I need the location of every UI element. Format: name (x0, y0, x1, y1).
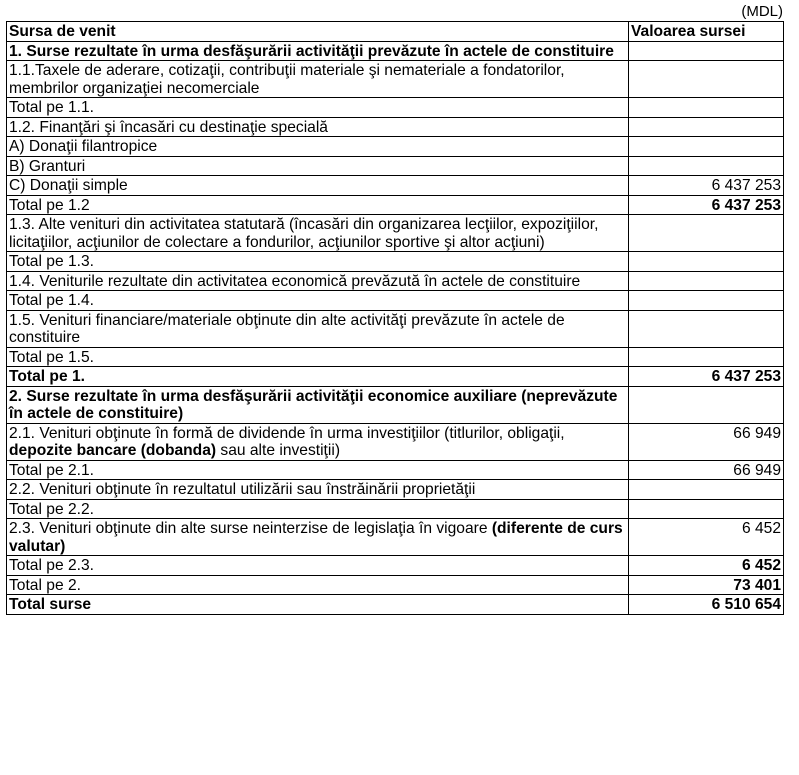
row-label: 1.2. Finanţări şi încasări cu destinaţie specială (7, 117, 629, 137)
row-label: Total pe 1.1. (7, 98, 629, 118)
row-value (629, 61, 784, 98)
table-row (7, 215, 784, 252)
row-value (629, 137, 784, 157)
table-row (7, 98, 784, 118)
row-value (629, 271, 784, 291)
currency-unit-label: (MDL) (741, 3, 783, 20)
row-label: B) Granturi (7, 156, 629, 176)
row-label-part: sau alte investiţii) (216, 442, 341, 459)
row-value (629, 215, 784, 252)
table-row (7, 271, 784, 291)
row-value (629, 252, 784, 272)
row-label: 1.1.Taxele de aderare, cotizaţii, contribuţii materiale şi nemateriale a fondatorilor, membrilor organizaţiei necomerciale (7, 61, 629, 98)
row-label (7, 519, 629, 556)
row-label-part-bold: (diferente de curs valutar) (9, 520, 623, 555)
row-value: 73 401 (629, 575, 784, 595)
row-label: Total pe 1.3. (7, 252, 629, 272)
header-source: Sursa de venit (7, 22, 629, 42)
row-label: 1.5. Venituri financiare/materiale obţinute din alte activităţi prevăzute în actele de constituire (7, 310, 629, 347)
table-row (7, 41, 784, 61)
row-label: Total pe 1.5. (7, 347, 629, 367)
row-label: Total pe 2.3. (7, 556, 629, 576)
table-row (7, 575, 784, 595)
table-row (7, 252, 784, 272)
row-value: 66 949 (629, 423, 784, 460)
table-row (7, 499, 784, 519)
table-row (7, 117, 784, 137)
table-row (7, 519, 784, 556)
row-label: Total surse (7, 595, 629, 615)
row-label: Total pe 1.4. (7, 291, 629, 311)
table-row (7, 556, 784, 576)
table-row (7, 310, 784, 347)
row-label: Total pe 2.2. (7, 499, 629, 519)
row-value (629, 291, 784, 311)
table-row (7, 423, 784, 460)
row-value (629, 156, 784, 176)
row-label: 2.2. Venituri obţinute în rezultatul utilizării sau înstrăinării proprietăţii (7, 480, 629, 500)
row-value: 6 437 253 (629, 195, 784, 215)
table-row (7, 137, 784, 157)
table-row (7, 61, 784, 98)
table-row (7, 367, 784, 387)
row-label: Total pe 2.1. (7, 460, 629, 480)
row-value: 6 452 (629, 519, 784, 556)
row-label-part-bold: depozite bancare (dobanda) (9, 442, 217, 459)
row-value (629, 386, 784, 423)
row-label-part: 2.3. Venituri obţinute din alte surse neinterzise de legislaţia în vigoare (9, 520, 492, 537)
row-label: C) Donaţii simple (7, 176, 629, 196)
row-value (629, 310, 784, 347)
row-value (629, 117, 784, 137)
row-value (629, 98, 784, 118)
row-value: 6 437 253 (629, 176, 784, 196)
table-row (7, 291, 784, 311)
row-label: A) Donaţii filantropice (7, 137, 629, 157)
table-row (7, 176, 784, 196)
table-row (7, 195, 784, 215)
row-value (629, 480, 784, 500)
table-header-row (7, 22, 784, 42)
income-sources-table (6, 21, 784, 615)
row-value: 6 510 654 (629, 595, 784, 615)
table-row (7, 480, 784, 500)
row-value: 6 437 253 (629, 367, 784, 387)
row-label: Total pe 1.2 (7, 195, 629, 215)
row-label: 1.4. Veniturile rezultate din activitatea economică prevăzută în actele de constituire (7, 271, 629, 291)
row-label: Total pe 2. (7, 575, 629, 595)
row-value (629, 347, 784, 367)
table-row (7, 595, 784, 615)
row-value (629, 499, 784, 519)
row-label: 1. Surse rezultate în urma desfăşurării activităţii prevăzute în actele de constituire (7, 41, 629, 61)
table-row (7, 156, 784, 176)
row-value: 66 949 (629, 460, 784, 480)
row-label-part: 2.1. Venituri obţinute în formă de dividende în urma investiţiilor (titlurilor, obligaţii, (9, 424, 565, 442)
row-value (629, 41, 784, 61)
row-label: 2. Surse rezultate în urma desfăşurării activităţii economice auxiliare (neprevăzute în actele de constituire) (7, 386, 629, 423)
row-label (7, 423, 629, 460)
table-row (7, 347, 784, 367)
table-row (7, 386, 784, 423)
row-label: Total pe 1. (7, 367, 629, 387)
row-label: 1.3. Alte venituri din activitatea statutară (încasări din organizarea lecţiilor, expoziţiilor, licitaţiilor, acţiunilor de colectare a fondurilor, acţiunilor sportive şi altor acţiuni) (7, 215, 629, 252)
row-value: 6 452 (629, 556, 784, 576)
table-row (7, 460, 784, 480)
header-value: Valoarea sursei (629, 22, 784, 42)
